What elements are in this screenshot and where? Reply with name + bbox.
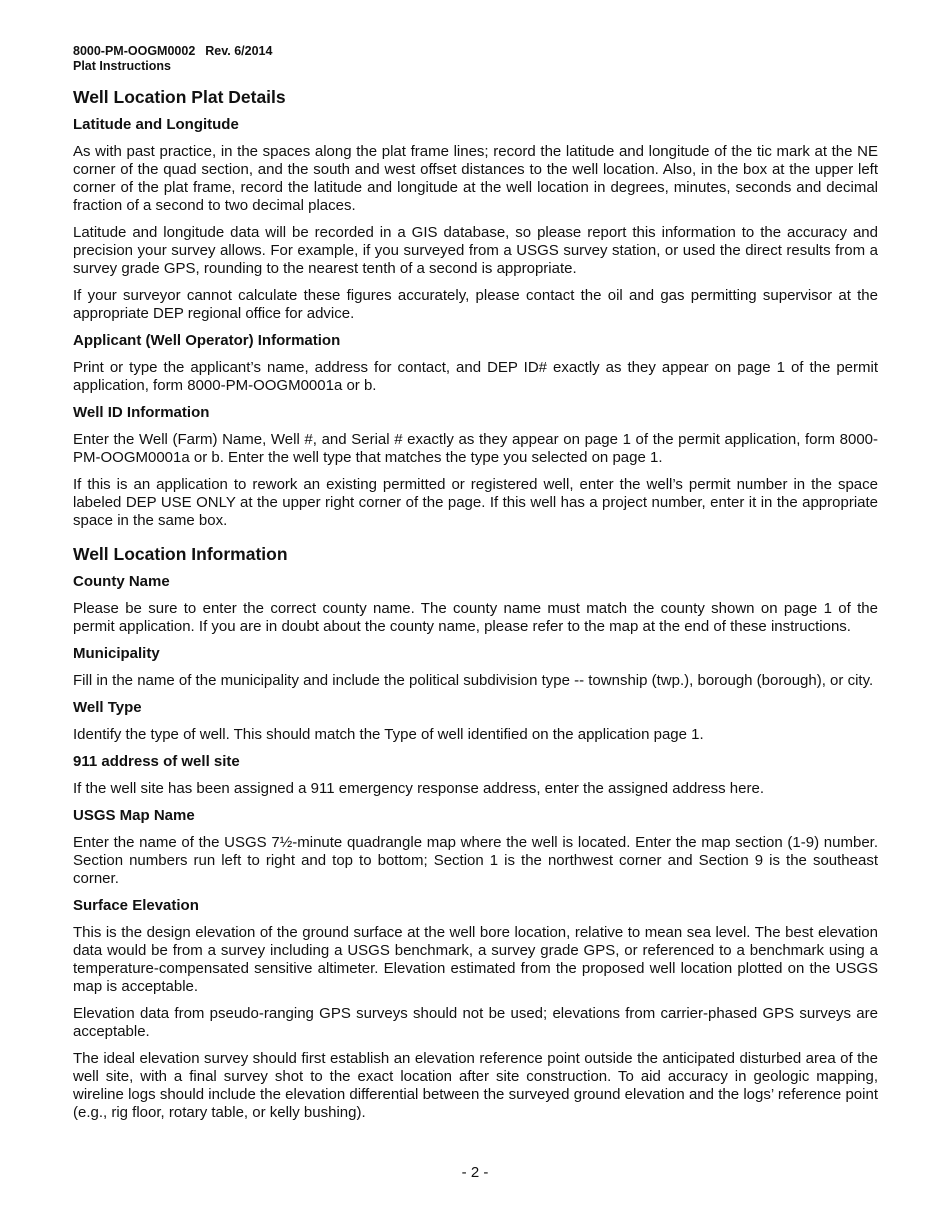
revision-label: Rev. 6/2014 <box>205 44 273 58</box>
paragraph: Enter the Well (Farm) Name, Well #, and Serial # exactly as they appear on page 1 of the permit application, form 8000-PM-OOGM0001a or b. Enter the well type that matches the type you selected on page 1. <box>73 431 878 466</box>
page-number: - 2 - <box>461 1164 489 1181</box>
document-header <box>73 44 878 73</box>
paragraph: The ideal elevation survey should first establish an elevation reference point outside the anticipated disturbed area of the well site, with a final survey shot to the exact location after site construction. To aid accuracy in geologic mapping, wireline logs should include the elevation differential between the surveyed ground elevation and the logs’ reference point (e.g., rig floor, rotary table, or kelly bushing). <box>73 1050 878 1121</box>
paragraph: This is the design elevation of the ground surface at the well bore location, relative to mean sea level. The best elevation data would be from a survey including a USGS benchmark, a survey grade GPS, or referenced to a benchmark using a temperature-compensated sensitive altimeter. Elevation estimated from the proposed well location plotted on the USGS map is acceptable. <box>73 924 878 995</box>
heading-usgs-map-name: USGS Map Name <box>73 807 195 824</box>
heading-municipality: Municipality <box>73 645 160 662</box>
paragraph: Identify the type of well. This should match the Type of well identified on the application page 1. <box>73 726 704 743</box>
heading-surface-elevation: Surface Elevation <box>73 897 199 914</box>
paragraph: Enter the name of the USGS 7½-minute quadrangle map where the well is located. Enter the map section (1-9) number. Section numbers run left to right and top to bottom; Section 1 is the northwest corner and Section 9 is the southeast corner. <box>73 834 878 887</box>
section-title-plat-details: Well Location Plat Details <box>73 87 286 107</box>
heading-county-name: County Name <box>73 573 170 590</box>
heading-911-address: 911 address of well site <box>73 753 240 770</box>
heading-well-id-info: Well ID Information <box>73 404 210 421</box>
paragraph: If the well site has been assigned a 911 emergency response address, enter the assigned address here. <box>73 780 764 797</box>
section-title-location-info: Well Location Information <box>73 544 288 564</box>
paragraph: If this is an application to rework an existing permitted or registered well, enter the well’s permit number in the space labeled DEP USE ONLY at the upper right corner of the page. If this well has a project number, enter it in the appropriate space in the same box. <box>73 476 878 529</box>
heading-latitude-longitude: Latitude and Longitude <box>73 116 239 133</box>
paragraph: Please be sure to enter the correct county name. The county name must match the county shown on page 1 of the permit application. If you are in doubt about the county name, please refer to the map at the end of these instructions. <box>73 600 878 635</box>
paragraph: If your surveyor cannot calculate these figures accurately, please contact the oil and gas permitting supervisor at the appropriate DEP regional office for advice. <box>73 287 878 322</box>
paragraph: Latitude and longitude data will be recorded in a GIS database, so please report this information to the accuracy and precision your survey allows. For example, if you surveyed from a USGS survey station, or used the direct results from a survey grade GPS, rounding to the nearest tenth of a second is appropriate. <box>73 224 878 277</box>
paragraph: Fill in the name of the municipality and include the political subdivision type -- township (twp.), borough (borough), or city. <box>73 672 874 689</box>
paragraph: Print or type the applicant’s name, address for contact, and DEP ID# exactly as they appear on page 1 of the permit application, form 8000-PM-OOGM0001a or b. <box>73 359 878 394</box>
paragraph: As with past practice, in the spaces along the plat frame lines; record the latitude and longitude of the tic mark at the NE corner of the quad section, and the south and west offset distances to the well location. Also, in the box at the upper left corner of the plat frame, record the latitude and longitude at the well location in degrees, minutes, seconds and decimal fraction of a second to two decimal places. <box>73 143 878 214</box>
paragraph: Elevation data from pseudo-ranging GPS surveys should not be used; elevations from carrier-phased GPS surveys are acceptable. <box>73 1005 878 1040</box>
heading-well-type: Well Type <box>73 699 142 716</box>
document-subtitle: Plat Instructions <box>73 58 171 73</box>
form-number: 8000-PM-OOGM0002 <box>73 44 196 58</box>
form-id-line <box>73 44 878 59</box>
document-page <box>73 44 878 1131</box>
heading-applicant-info: Applicant (Well Operator) Information <box>73 332 341 349</box>
